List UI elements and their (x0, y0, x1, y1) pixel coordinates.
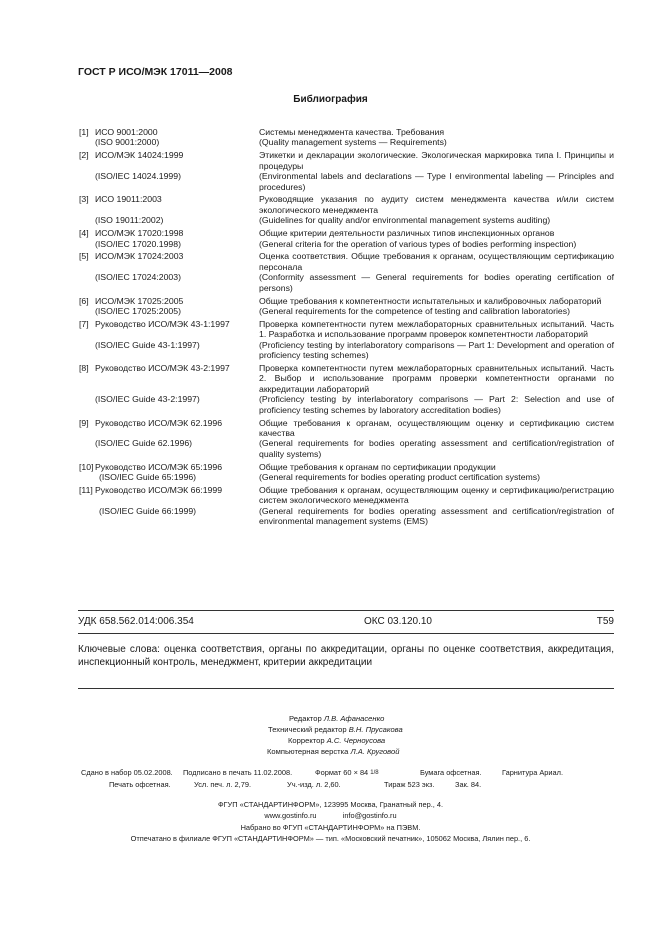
publisher-printed: Отпечатано в филиале ФГУП «СТАНДАРТИНФОРМ» — тип. «Московский печатник», 105062 Москва, Лялин пер., 6. (130, 833, 531, 843)
publisher-address: ФГУП «СТАНДАРТИНФОРМ», 123995 Москва, Гранатный пер., 4. (217, 800, 444, 809)
entry-ref (79, 296, 259, 306)
bibliography-list (79, 127, 614, 527)
entry-standard: ИСО 9001:2000 (95, 127, 158, 137)
udk-bottom-divider (78, 633, 614, 634)
bibliography-entry-original (79, 137, 614, 147)
entry-original-standard: (ISO/IEC 14024.1999) (95, 171, 181, 182)
entry-standard: Руководство ИСО/МЭК 62.1996 (95, 417, 223, 428)
entry-original-title: (General requirements for bodies operating assessment and certification/registration of environmental management systems (EMS) (259, 505, 614, 527)
entry-original-standard: (ISO/IEC 17024:2003) (95, 272, 181, 283)
entry-number: [8] (79, 363, 89, 374)
udk-code: УДК 658.562.014:006.354 (78, 616, 194, 627)
entry-number: [1] (79, 127, 89, 137)
entry-number: [3] (79, 194, 89, 205)
entry-title: Общие требования к органам, осуществляющим оценку и сертификацию/регистрацию систем экологического менеджмента (259, 485, 614, 506)
entry-standard: Руководство ИСО/МЭК 43-2:1997 (95, 363, 230, 374)
bibliography-entry (79, 462, 614, 472)
bibliography-entry (79, 319, 614, 340)
bibliography-entry (79, 150, 614, 171)
bibliography-entry (79, 363, 614, 394)
entry-original-standard: (ISO/IEC Guide 65:1996) (99, 472, 197, 483)
udk-top-divider (78, 610, 614, 611)
entry-ref (79, 418, 259, 439)
entry-original-standard: (ISO/IEC Guide 62.1996) (95, 438, 193, 449)
print-format-den: 8 (375, 770, 379, 777)
bibliography-entry (79, 228, 614, 238)
entry-standard: ИСО 19011:2003 (95, 194, 162, 205)
entry-ref (79, 150, 259, 171)
bibliography-entry-original (79, 306, 614, 316)
entry-original-title: (Guidelines for quality and/or environmental management systems auditing) (259, 215, 551, 226)
keywords-text: Ключевые слова: оценка соответствия, органы по аккредитации, органы по оценке соответствия, аккредитация, инспекционный контроль, менеджмент, критерии аккредитации (78, 644, 614, 668)
entry-original-title: (General requirements for bodies operating product certification systems) (259, 472, 541, 483)
entry-original-title: (Quality management systems — Requirements) (259, 137, 447, 148)
print-format-text: Формат 60 × 84 (315, 768, 369, 777)
entry-original-title: (Conformity assessment — General requirements for bodies operating certification of persons) (259, 272, 614, 293)
credit-proof-label: Корректор (288, 736, 325, 745)
publisher-contacts (0, 810, 661, 821)
entry-original-standard: (ISO/IEC 17025:2005) (95, 306, 181, 316)
bibliography-entry (79, 251, 614, 272)
bibliography-entry-original (79, 171, 614, 192)
entry-title: Общие требования к органам, осуществляющим оценку и сертификацию систем качества (259, 417, 614, 438)
entry-standard: ИСО/МЭК 14024:1999 (95, 150, 184, 161)
entry-title: Проверка компетентности путем межлабораторных сравнительных испытаний. Часть 1. Разработка и использование программ проверок компетентности лабораторий (259, 318, 614, 340)
entry-original-standard: (ISO/IEC 17020.1998) (95, 238, 181, 249)
entry-number: [11] (79, 485, 93, 495)
entry-ref (79, 127, 259, 137)
entry-ref (79, 363, 259, 394)
credit-tech-name: В.Н. Прусакова (348, 725, 403, 734)
credit-editor (289, 713, 384, 724)
entry-title: Проверка компетентности путем межлабораторных сравнительных испытаний. Часть 2. Выбор и использование программ проверки компетентности органами по аккредитации лабораторий (259, 363, 614, 394)
bibliography-entry-original (79, 340, 614, 361)
entry-original-title: (Environmental labels and declarations — Type I environmental labeling — Principles and procedures) (259, 171, 614, 192)
credit-layout-label: Компьютерная верстка (267, 747, 349, 756)
publisher-info (0, 799, 661, 844)
entry-ref (79, 228, 259, 238)
entry-standard: Руководство ИСО/МЭК 66:1999 (95, 485, 223, 495)
print-printing: Печать офсетная. (109, 780, 171, 789)
print-font: Гарнитура Ариал. (502, 768, 564, 777)
bibliography-entry (79, 296, 614, 306)
credit-proof-name: А.С. Черноусова (326, 736, 386, 745)
bibliography-entry-original (79, 506, 614, 527)
bibliography-entry-original (79, 215, 614, 225)
entry-ref (79, 485, 259, 506)
print-format (315, 767, 379, 779)
entry-original-title: (General requirements for bodies operating assessment and certification/registration of quality systems) (259, 438, 614, 459)
entry-original-title: (Proficiency testing by interlaboratory comparisons — Part 1: Development and operation of proficiency testing schemes) (259, 339, 614, 361)
publisher-web: www.gostinfo.ru (264, 811, 317, 821)
entry-title: Системы менеджмента качества. Требования (259, 127, 445, 137)
credit-layout-name: Л.А. Круговой (350, 747, 400, 756)
print-sheets: Усл. печ. л. 2,79. (194, 780, 251, 789)
oks-code: ОКС 03.120.10 (364, 616, 432, 627)
document-header: ГОСТ Р ИСО/МЭК 17011—2008 (78, 66, 233, 78)
bibliography-entry-original (79, 272, 614, 293)
entry-original-standard: (ISO/IEC Guide 43-1:1997) (95, 339, 200, 350)
group-code: Т59 (596, 616, 614, 627)
credit-tech-label: Технический редактор (268, 725, 347, 734)
entry-title: Этикетки и декларации экологические. Экологическая маркировка типа I. Принципы и процедуры (259, 150, 614, 171)
entry-standard: Руководство ИСО/МЭК 65:1996 (95, 461, 223, 472)
bibliography-entry-original (79, 438, 614, 459)
entry-number: [7] (79, 318, 89, 329)
entry-number: [9] (79, 417, 89, 428)
print-paper: Бумага офсетная. (420, 768, 482, 777)
print-ed-sheets: Уч.-изд. л. 2,60. (287, 780, 341, 789)
entry-title: Общие требования к органам по сертификации продукции (259, 461, 496, 472)
keywords-divider (78, 688, 614, 689)
credit-editor-label: Редактор (289, 714, 322, 723)
credit-tech-editor (268, 724, 403, 735)
entry-standard: ИСО/МЭК 17025:2005 (95, 295, 184, 306)
entry-standard: Руководство ИСО/МЭК 43-1:1997 (95, 318, 230, 329)
entry-title: Оценка соответствия. Общие требования к органам, осуществляющим сертификацию персонала (259, 251, 614, 272)
credit-layout (267, 746, 399, 757)
entry-original-standard: (ISO 9001:2000) (95, 137, 160, 148)
print-run: Тираж 523 экз. (384, 780, 435, 789)
entry-number: [10] (79, 461, 94, 472)
bibliography-entry (79, 127, 614, 137)
entry-original-title: (General requirements for the competence of testing and calibration laboratories) (259, 306, 570, 316)
entry-original-title: (General criteria for the operation of various types of bodies performing inspection) (259, 238, 577, 249)
entry-number: [4] (79, 228, 89, 239)
bibliography-title: Библиография (293, 94, 368, 105)
bibliography-entry-original (79, 239, 614, 249)
entry-title: Общие критерии деятельности различных типов инспекционных органов (259, 228, 555, 239)
credit-editor-name: Л.В. Афанасенко (323, 714, 385, 723)
entry-original-standard: (ISO/IEC Guide 43-2:1997) (95, 394, 200, 405)
entry-ref (79, 194, 259, 215)
bibliography-entry (79, 194, 614, 215)
entry-number: [5] (79, 251, 89, 262)
entry-standard: ИСО/МЭК 17024:2003 (95, 251, 184, 262)
print-order: Зак. 84. (455, 780, 482, 789)
publisher-email: info@gostinfo.ru (342, 811, 397, 821)
entry-original-standard: (ISO 19011:2002) (95, 215, 164, 226)
print-set: Сдано в набор 05.02.2008. (81, 768, 173, 777)
print-format-num: 1 (370, 770, 374, 777)
credit-proofreader (288, 735, 385, 746)
entry-ref (79, 462, 259, 472)
print-signed: Подписано в печать 11.02.2008. (183, 768, 293, 777)
entry-number: [6] (79, 295, 89, 306)
bibliography-entry (79, 418, 614, 439)
entry-ref (79, 319, 259, 340)
print-format-fraction: 1/8 (370, 770, 379, 777)
bibliography-entry-original (79, 472, 614, 482)
entry-standard: ИСО/МЭК 17020:1998 (95, 228, 184, 239)
entry-ref (79, 251, 259, 272)
entry-original-title: (Proficiency testing by interlaboratory comparisons — Part 2: Selection and use of proficiency testing schemes by laboratory accreditation bodies) (259, 394, 614, 415)
entry-title: Общие требования к компетентности испытательных и калибровочных лабораторий (259, 295, 602, 306)
bibliography-entry (79, 485, 614, 506)
entry-original-standard: (ISO/IEC Guide 66:1999) (99, 505, 197, 516)
entry-title: Руководящие указания по аудиту систем менеджмента качества и/или систем экологического менеджмента (259, 194, 614, 215)
bibliography-entry-original (79, 394, 614, 415)
entry-number: [2] (79, 150, 89, 161)
publisher-typeset: Набрано во ФГУП «СТАНДАРТИНФОРМ» на ПЭВМ. (240, 822, 421, 832)
